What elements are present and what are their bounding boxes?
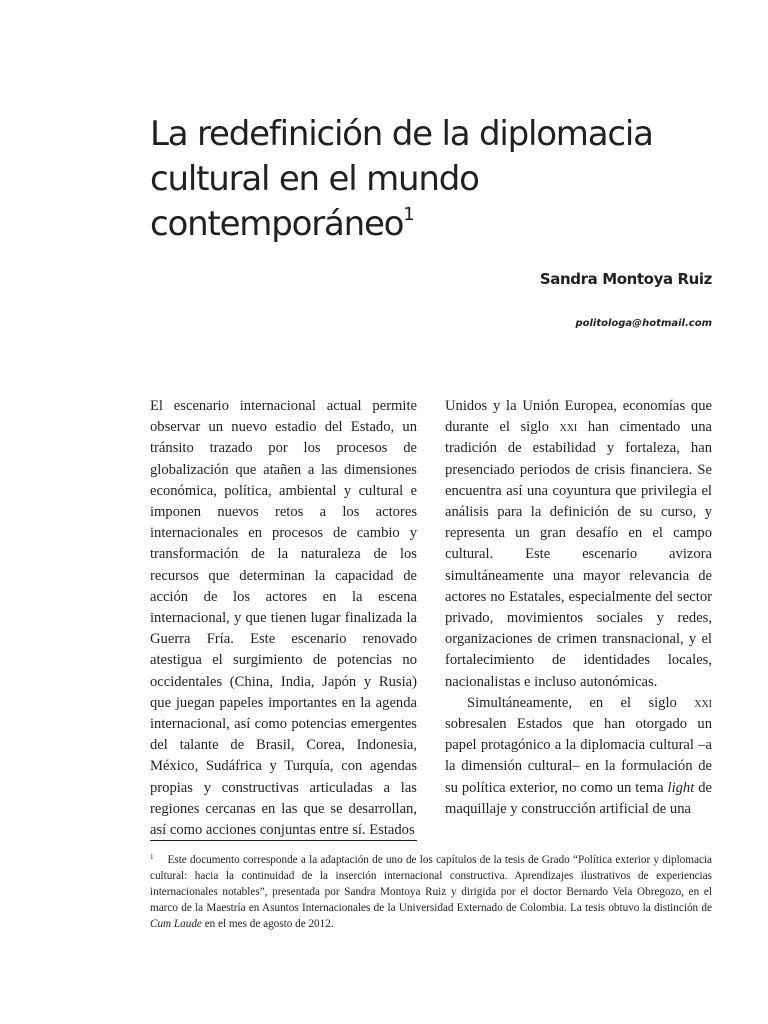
author-name: Sandra Montoya Ruiz xyxy=(539,270,712,288)
paragraph-continuation xyxy=(445,396,712,693)
article-title-text: La redefinición de la diplomacia cultural en el mundo contemporáneo xyxy=(150,114,653,244)
century-numeral: xxi xyxy=(694,694,712,711)
text-segment: de maquillaje y construcción artificial de una xyxy=(445,779,712,817)
footnote-divider xyxy=(150,840,417,841)
paragraph-second xyxy=(445,693,712,820)
text-segment: han cimentado una tradición de estabilidad y fortaleza, han presenciado periodos de crisis financiera. Se encuentra así una coyuntura que privilegia el análisis para la definición de su curso, y representa un gran desafío en el campo cultural. Este escenario avizora simultáneamente una mayor relevancia de actores no Estatales, especialmente del sector privado, movimientos sociales y redes, organizaciones de crimen transnacional, y el fortalecimiento de identidades locales, nacionalistas e incluso autonómicas. xyxy=(445,419,712,690)
author-email[interactable]: politologa@hotmail.com xyxy=(575,318,712,329)
footnote-text: Este documento corresponde a la adaptación de uno de los capítulos de la tesis de Grado “Política exterior y diplomacia cultural: hacia la continuidad de la inserción internacional constructiva. Aprendizajes ilustrativos de experiencias internacionales notables”, presentada por Sandra Montoya Ruiz y dirigida por el doctor Bernardo Vela Obregozo, en el marco de la Maestría en Asuntos Internacionales de la Universidad Externado de Colombia. La tesis obtuvo la distinción de xyxy=(150,854,712,914)
footnote-marker: 1 xyxy=(150,853,154,861)
italic-term: light xyxy=(667,779,695,796)
text-segment: Simultáneamente, en el siglo xyxy=(467,694,695,711)
footnote-text: en el mes de agosto de 2012. xyxy=(201,918,334,930)
text-segment: sobresalen Estados que han otorgado un papel protagónico a la diplomacia cultural –a la dimensión cultural– en la formulación de su política exterior, no como un tema xyxy=(445,716,712,796)
paragraph-intro: El escenario internacional actual permite observar un nuevo estadio del Estado, un tránsito trazado por los procesos de globalización que atañen a las dimensiones económica, política, ambiental y cultural e imponen nuevos retos a los actores internacionales en procesos de cambio y transformación de la naturaleza de los recursos que determinan la capacidad de acción de los actores en la escena internacional, y que tienen lugar finalizada la Guerra Fría. Este escenario renovado atestigua el surgimiento de potencias no occidentales (China, India, Japón y Rusia) que juegan papeles importantes en la agenda internacional, así como potencias emergentes del talante de Brasil, Corea, Indonesia, México, Sudáfrica y Turquía, con agendas propias y constructivas articuladas a las regiones cercanas en las que se desarrollan, así como acciones conjuntas entre sí. Estados xyxy=(150,398,417,839)
title-footnote-marker[interactable]: 1 xyxy=(403,204,415,225)
footnote-italic-term: Cum Laude xyxy=(150,918,202,930)
text-segment: Unidos y la Unión Europea, economías que durante el siglo xyxy=(445,398,712,436)
century-numeral: xxi xyxy=(559,419,578,436)
body-column-left xyxy=(150,396,417,841)
article-title xyxy=(150,112,710,247)
body-column-right xyxy=(445,396,712,820)
footnote xyxy=(150,852,712,932)
